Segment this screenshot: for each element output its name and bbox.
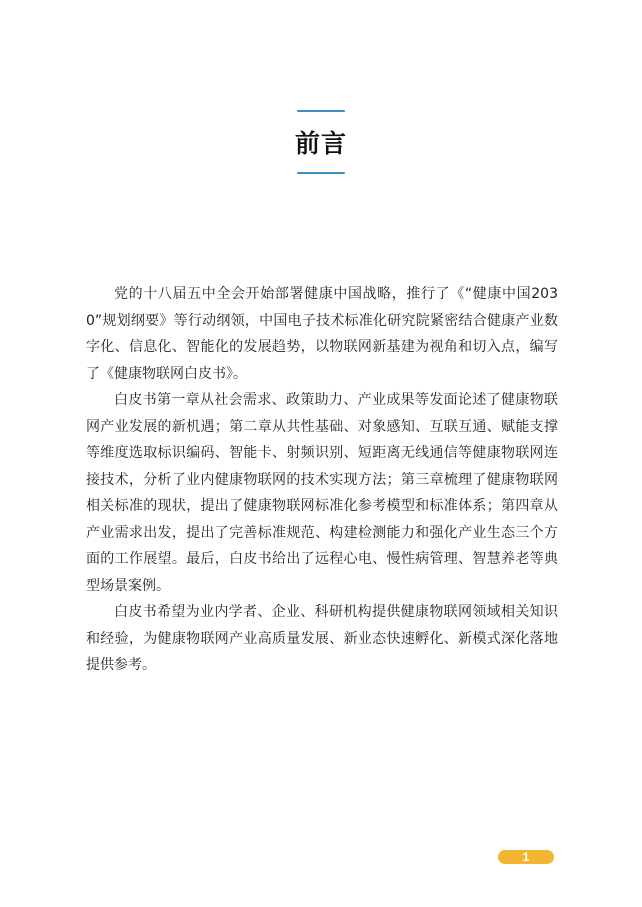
- title-top-rule: [297, 110, 345, 112]
- title-bottom-rule: [297, 172, 345, 174]
- preface-body: [86, 281, 558, 679]
- page-title: 前言: [294, 129, 347, 158]
- page-number-badge: 1: [498, 850, 554, 864]
- title-block: [0, 110, 642, 174]
- paragraph-3: 白皮书希望为业内学者、企业、科研机构提供健康物联网领域相关知识和经验，为健康物联网产业高质量发展、新业态快速孵化、新模式深化落地提供参考。: [86, 604, 558, 673]
- paragraph-2: 白皮书第一章从社会需求、政策助力、产业成果等发面论述了健康物联网产业发展的新机遇；第二章从共性基础、对象感知、互联互通、赋能支撑等维度选取标识编码、智能卡、射频识别、短距离无线通信等健康物联网连接技术，分析了业内健康物联网的技术实现方法；第三章梳理了健康物联网相关标准的现状，提出了健康物联网标准化参考模型和标准体系；第四章从产业需求出发，提出了完善标准规范、构建检测能力和强化产业生态三个方面的工作展望。最后，白皮书给出了远程心电、慢性病管理、智慧养老等典型场景案例。: [86, 392, 558, 594]
- paragraph-1: 党的十八届五中全会开始部署健康中国战略，推行了《“健康中国2030”规划纲要》等行动纲领，中国电子技术标准化研究院紧密结合健康产业数字化、信息化、智能化的发展趋势，以物联网新基建为视角和切入点，编写了《健康物联网白皮书》。: [86, 286, 558, 382]
